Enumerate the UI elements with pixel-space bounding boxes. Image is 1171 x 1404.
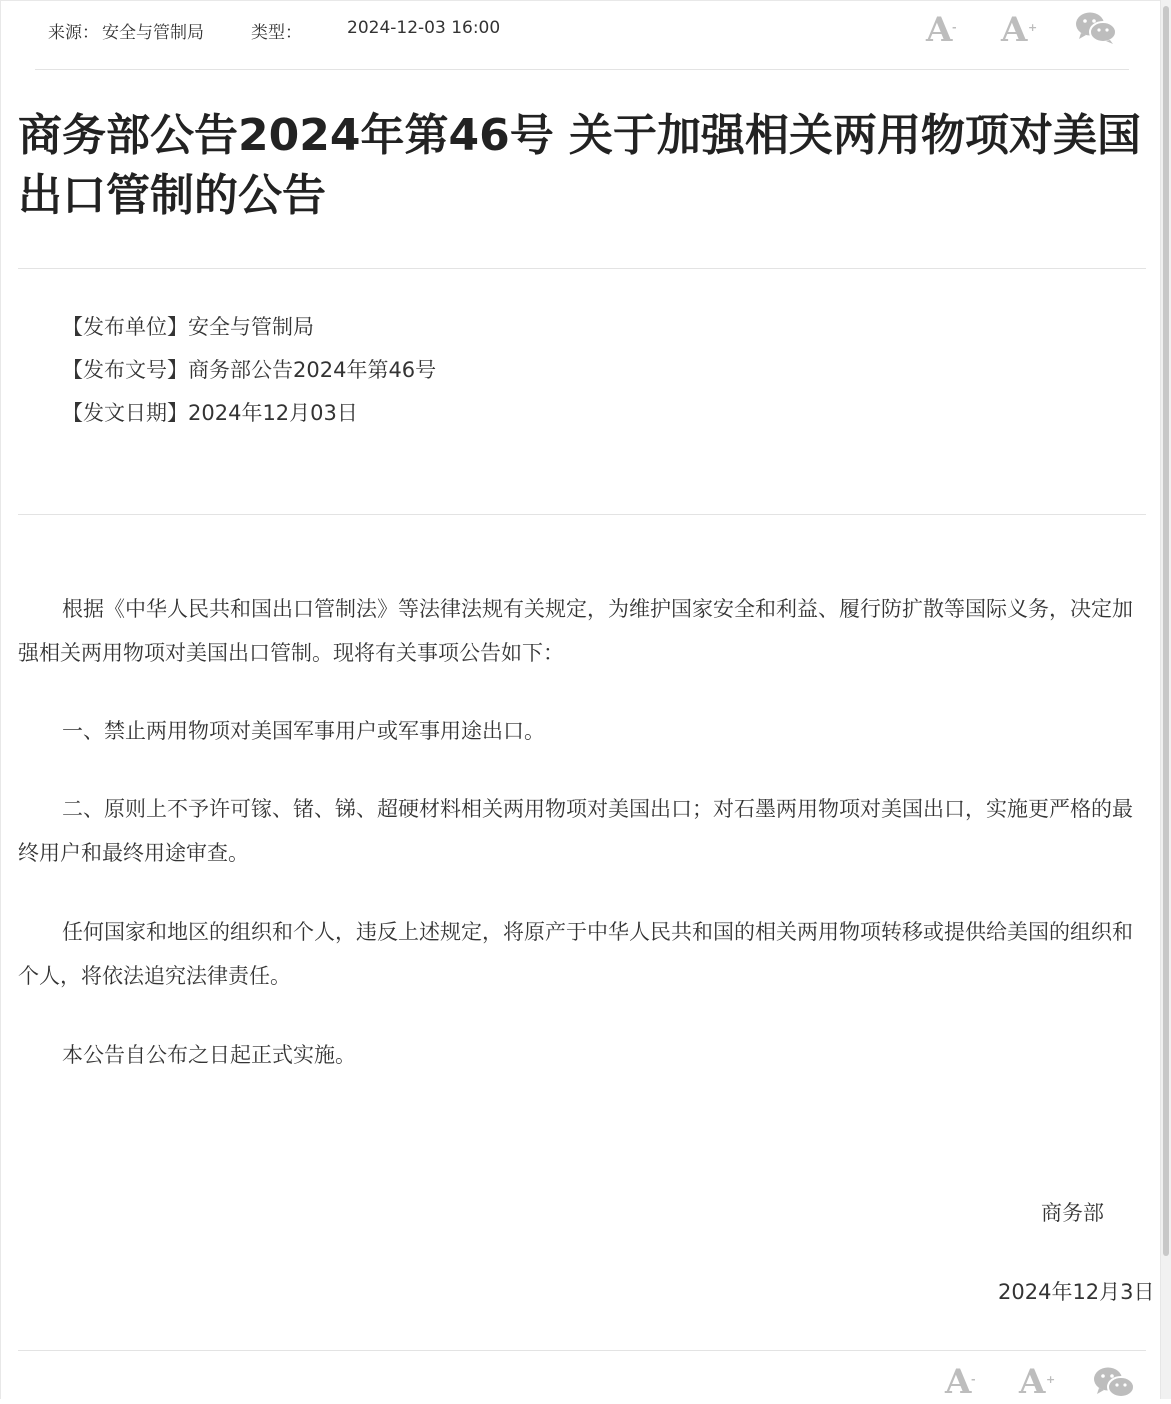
divider: [18, 514, 1146, 515]
divider: [18, 268, 1146, 269]
signature-org: 商务部: [1041, 1201, 1104, 1225]
minus-mark: -: [971, 1373, 976, 1386]
wechat-icon: [1093, 1366, 1135, 1400]
source-value: 安全与管制局: [102, 23, 204, 43]
wechat-share-button[interactable]: [1075, 11, 1117, 45]
article-paragraph: 本公告自公布之日起正式实施。: [62, 1043, 356, 1067]
font-increase-button[interactable]: [1019, 1362, 1056, 1402]
font-decrease-button[interactable]: [945, 1362, 976, 1402]
scrollbar-thumb[interactable]: [1163, 6, 1169, 1256]
info-issue-date: 【发文日期】2024年12月03日: [62, 401, 358, 425]
font-decrease-icon: A: [945, 1362, 972, 1402]
publish-time: 2024-12-03 16:00: [347, 18, 501, 38]
type-label: 类型：: [251, 23, 302, 43]
article-paragraph: 二、原则上不予许可镓、锗、锑、超硬材料相关两用物项对美国出口；对石墨两用物项对美国出口，实施更严格的最终用户和最终用途审查。: [18, 797, 1133, 865]
signature-date: 2024年12月3日: [998, 1280, 1155, 1304]
article-paragraph: 任何国家和地区的组织和个人，违反上述规定，将原产于中华人民共和国的相关两用物项转移或提供给美国的组织和个人，将依法追究法律责任。: [18, 920, 1133, 988]
divider: [18, 1350, 1146, 1351]
font-decrease-icon: A: [926, 10, 953, 50]
wechat-icon: [1075, 11, 1117, 45]
wechat-share-button[interactable]: [1093, 1366, 1135, 1400]
info-issuer: 【发布单位】安全与管制局: [62, 315, 314, 339]
plus-mark: +: [1046, 1373, 1056, 1386]
info-document-number: 【发布文号】商务部公告2024年第46号: [62, 358, 437, 382]
font-decrease-button[interactable]: [926, 10, 957, 50]
divider: [35, 69, 1129, 70]
font-increase-icon: A: [1001, 10, 1028, 50]
frame-border-top: [0, 0, 1160, 1]
plus-mark: +: [1028, 21, 1038, 34]
font-increase-icon: A: [1019, 1362, 1046, 1402]
vertical-scrollbar[interactable]: [1160, 0, 1171, 1399]
article-paragraph: 一、禁止两用物项对美国军事用户或军事用途出口。: [62, 719, 545, 743]
frame-border-left: [0, 0, 1, 1399]
source-label: 来源：: [48, 23, 99, 43]
article-title: 商务部公告2024年第46号 关于加强相关两用物项对美国出口管制的公告: [18, 110, 1142, 221]
article-paragraph: 根据《中华人民共和国出口管制法》等法律法规有关规定，为维护国家安全和利益、履行防扩散等国际义务，决定加强相关两用物项对美国出口管制。现将有关事项公告如下：: [18, 597, 1133, 665]
minus-mark: -: [952, 21, 957, 34]
font-increase-button[interactable]: [1001, 10, 1038, 50]
